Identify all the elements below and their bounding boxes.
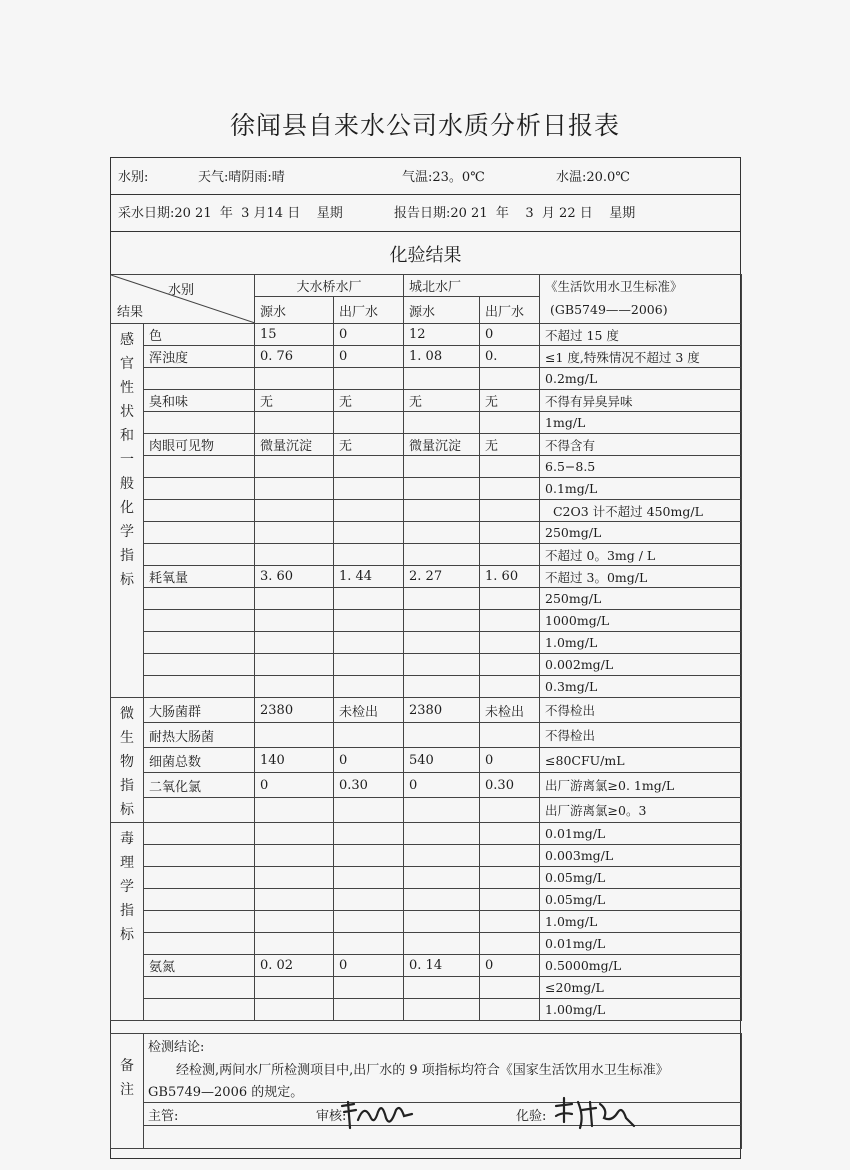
standard-cell: 0.01mg/L: [540, 823, 742, 845]
plant1-raw-cell: [255, 823, 334, 845]
item-name-cell: [144, 977, 255, 999]
plant1-raw-cell: [255, 588, 334, 610]
plant1-raw-cell: [255, 610, 334, 632]
plant2-outlet-cell: [480, 412, 540, 434]
table-row: [111, 324, 742, 346]
plant2-outlet-cell: [480, 500, 540, 522]
plant1-outlet-cell: 0: [334, 324, 404, 346]
plant2-outlet-cell: 无: [480, 434, 540, 456]
signature-cell: [144, 1103, 742, 1126]
table-row: [111, 522, 742, 544]
plant2-outlet-cell: [480, 823, 540, 845]
plant1-outlet-cell: 无: [334, 434, 404, 456]
standard-cell: 0.01mg/L: [540, 933, 742, 955]
plant2-outlet-cell: [480, 977, 540, 999]
plant2-raw-cell: 微量沉淀: [404, 434, 480, 456]
table-row: [111, 748, 742, 773]
standard-cell: 1000mg/L: [540, 610, 742, 632]
plant1-raw-cell: [255, 654, 334, 676]
table-row: [111, 698, 742, 723]
category-char: 性: [120, 380, 134, 396]
plant2-raw-cell: [404, 500, 480, 522]
plant1-raw-cell: [255, 500, 334, 522]
plant2-raw-cell: [404, 610, 480, 632]
plant1-raw-cell: 0. 76: [255, 346, 334, 368]
raw-water-header: 源水: [404, 297, 480, 324]
reviewer-label: 审核:: [316, 1109, 347, 1124]
standard-cell: 不超过 15 度: [540, 324, 742, 346]
report-date-field: 报告日期:20 21 年 3 月 22 日 星期: [394, 206, 636, 221]
table-row: [111, 390, 742, 412]
standard-cell: 不超过 0。3mg / L: [540, 544, 742, 566]
plant1-outlet-cell: [334, 977, 404, 999]
plant1-raw-cell: [255, 522, 334, 544]
category-char: 官: [120, 356, 134, 372]
plant1-raw-cell: [255, 845, 334, 867]
plant2-raw-cell: [404, 723, 480, 748]
standard-cell: 0.5000mg/L: [540, 955, 742, 977]
plant1-raw-cell: [255, 456, 334, 478]
table-row: [111, 933, 742, 955]
plant2-raw-cell: 12: [404, 324, 480, 346]
plant2-outlet-cell: [480, 654, 540, 676]
plant1-raw-cell: [255, 544, 334, 566]
micro-category: [111, 698, 144, 823]
tox-category: [111, 823, 144, 1021]
plant1-outlet-cell: [334, 500, 404, 522]
standard-cell: 出厂游离氯≥0. 1mg/L: [540, 773, 742, 798]
plant1-outlet-cell: 未检出: [334, 698, 404, 723]
table-row: [111, 977, 742, 999]
plant1-outlet-cell: [334, 676, 404, 698]
plant1-outlet-cell: 0.30: [334, 773, 404, 798]
standard-cell: 不超过 3。0mg/L: [540, 566, 742, 588]
water-temp-field: 水温:20.0℃: [556, 170, 630, 185]
standard-cell: 出厂游离氯≥0。3: [540, 798, 742, 823]
plant1-outlet-cell: [334, 478, 404, 500]
sensory-category: [111, 324, 144, 698]
plant1-outlet-cell: [334, 522, 404, 544]
plant1-outlet-cell: [334, 723, 404, 748]
plant2-outlet-cell: [480, 798, 540, 823]
plant1-outlet-cell: [334, 632, 404, 654]
standard-header-2: (GB5749——2006): [540, 297, 742, 324]
standard-cell: 0.002mg/L: [540, 654, 742, 676]
item-name-cell: [144, 798, 255, 823]
item-name-cell: [144, 500, 255, 522]
table-row: [111, 823, 742, 845]
item-name-cell: 耐热大肠菌: [144, 723, 255, 748]
plant2-raw-cell: 540: [404, 748, 480, 773]
outlet-water-header: 出厂水: [334, 297, 404, 324]
item-name-cell: [144, 654, 255, 676]
plant1-raw-cell: [255, 723, 334, 748]
standard-header-1: 《生活饮用水卫生标准》: [540, 275, 742, 297]
plant1-outlet-cell: 0: [334, 748, 404, 773]
conclusion-label: 检测结论:: [148, 1040, 205, 1055]
standard-cell: 不得含有: [540, 434, 742, 456]
plant1-outlet-cell: [334, 933, 404, 955]
plant1-raw-cell: [255, 867, 334, 889]
standard-cell: 1.00mg/L: [540, 999, 742, 1021]
item-name-cell: [144, 933, 255, 955]
item-name-cell: [144, 911, 255, 933]
water-type-label: 水别:: [118, 170, 149, 185]
plant1-raw-cell: [255, 798, 334, 823]
plant2-outlet-cell: [480, 478, 540, 500]
tester-signature: [552, 1096, 638, 1134]
corner-cell: [111, 275, 255, 324]
category-char: 标: [120, 572, 134, 588]
table-row: [111, 368, 742, 390]
plant1-outlet-cell: [334, 610, 404, 632]
item-name-cell: 细菌总数: [144, 748, 255, 773]
standard-cell: 不得检出: [540, 723, 742, 748]
item-name-cell: [144, 632, 255, 654]
table-row: [111, 610, 742, 632]
item-name-cell: 大肠菌群: [144, 698, 255, 723]
category-char: 指: [120, 778, 134, 794]
item-name-cell: [144, 544, 255, 566]
divider: [110, 194, 741, 195]
plant2-outlet-cell: [480, 723, 540, 748]
standard-cell: ≤80CFU/mL: [540, 748, 742, 773]
plant1-outlet-cell: [334, 845, 404, 867]
plant2-raw-cell: 2380: [404, 698, 480, 723]
plant2-outlet-cell: 0: [480, 748, 540, 773]
table-row: [111, 412, 742, 434]
standard-cell: C2O3 计不超过 450mg/L: [540, 500, 742, 522]
plant1-raw-cell: [255, 412, 334, 434]
signature-row: [111, 1103, 742, 1126]
divider: [110, 231, 741, 232]
table-row: [111, 773, 742, 798]
plant1-raw-cell: [255, 676, 334, 698]
plant2-outlet-cell: [480, 676, 540, 698]
plant2-outlet-cell: [480, 889, 540, 911]
category-char: 般: [120, 476, 134, 492]
plant2-outlet-cell: 无: [480, 390, 540, 412]
remarks-table: [110, 1033, 742, 1149]
plant2-outlet-cell: 1. 60: [480, 566, 540, 588]
category-char: 标: [120, 802, 134, 818]
table-row: [111, 632, 742, 654]
category-char: 物: [120, 754, 134, 770]
plant1-raw-cell: [255, 368, 334, 390]
category-char: 生: [120, 730, 134, 746]
plant2-header: 城北水厂: [404, 275, 540, 297]
plant1-outlet-cell: [334, 588, 404, 610]
plant1-raw-cell: 0. 02: [255, 955, 334, 977]
item-name-cell: 耗氧量: [144, 566, 255, 588]
standard-cell: 250mg/L: [540, 522, 742, 544]
standard-cell: 1.0mg/L: [540, 632, 742, 654]
outlet-water-header: 出厂水: [480, 297, 540, 324]
info-row-1: [110, 166, 741, 186]
item-name-cell: [144, 368, 255, 390]
category-char: 化: [120, 500, 134, 516]
plant2-outlet-cell: 0.: [480, 346, 540, 368]
table-row: [111, 798, 742, 823]
corner-bottom-label: 结果: [117, 305, 144, 320]
plant2-raw-cell: 无: [404, 390, 480, 412]
plant2-raw-cell: [404, 544, 480, 566]
plant2-outlet-cell: [480, 911, 540, 933]
plant2-outlet-cell: [480, 845, 540, 867]
category-char: 指: [120, 903, 134, 919]
plant1-outlet-cell: 1. 44: [334, 566, 404, 588]
plant2-raw-cell: 2. 27: [404, 566, 480, 588]
plant2-outlet-cell: [480, 933, 540, 955]
header-row-1: [111, 275, 742, 297]
category-char: 标: [120, 927, 134, 943]
standard-cell: 0.3mg/L: [540, 676, 742, 698]
plant1-raw-cell: 3. 60: [255, 566, 334, 588]
tester-label: 化验:: [516, 1109, 547, 1124]
table-row: [111, 588, 742, 610]
plant1-raw-cell: [255, 999, 334, 1021]
plant2-raw-cell: 0: [404, 773, 480, 798]
table-row: [111, 654, 742, 676]
plant2-raw-cell: 0. 14: [404, 955, 480, 977]
item-name-cell: [144, 867, 255, 889]
reviewer-signature: [338, 1098, 418, 1132]
plant2-raw-cell: [404, 798, 480, 823]
plant2-raw-cell: [404, 632, 480, 654]
table-row: [111, 346, 742, 368]
plant2-raw-cell: 1. 08: [404, 346, 480, 368]
plant2-raw-cell: [404, 588, 480, 610]
plant2-raw-cell: [404, 478, 480, 500]
weather-field: 天气:晴阴雨:晴: [198, 170, 285, 185]
plant2-raw-cell: [404, 654, 480, 676]
remarks-category: [111, 1034, 144, 1149]
plant2-raw-cell: [404, 845, 480, 867]
item-name-cell: 浑浊度: [144, 346, 255, 368]
item-name-cell: [144, 999, 255, 1021]
category-char: 微: [120, 706, 134, 722]
plant1-raw-cell: 0: [255, 773, 334, 798]
table-row: [111, 456, 742, 478]
table-row: [111, 566, 742, 588]
table-row: [111, 911, 742, 933]
conclusion-text-1: 经检测,两间水厂所检测项目中,出厂水的 9 项指标均符合《国家生活饮用水卫生标准》: [176, 1063, 669, 1078]
report-title: 徐闻县自来水公司水质分析日报表: [229, 111, 620, 140]
standard-cell: 6.5−8.5: [540, 456, 742, 478]
plant1-raw-cell: [255, 977, 334, 999]
sample-date-field: 采水日期:20 21 年 3 月14 日 星期: [118, 206, 343, 221]
plant1-raw-cell: 2380: [255, 698, 334, 723]
remarks-char: 备: [120, 1058, 134, 1074]
results-subtitle: 化验结果: [389, 245, 462, 266]
item-name-cell: 臭和味: [144, 390, 255, 412]
corner-top-label: 水别: [167, 283, 194, 298]
standard-cell: 1.0mg/L: [540, 911, 742, 933]
plant1-outlet-cell: [334, 654, 404, 676]
plant2-raw-cell: [404, 456, 480, 478]
plant2-raw-cell: [404, 368, 480, 390]
standard-cell: 0.1mg/L: [540, 478, 742, 500]
category-char: 理: [120, 855, 134, 871]
table-row: [111, 544, 742, 566]
standard-cell: ≤1 度,特殊情况不超过 3 度: [540, 346, 742, 368]
plant2-outlet-cell: 未检出: [480, 698, 540, 723]
plant1-raw-cell: [255, 933, 334, 955]
blank-row: [111, 1126, 742, 1149]
item-name-cell: [144, 676, 255, 698]
plant1-outlet-cell: [334, 798, 404, 823]
plant1-outlet-cell: 0: [334, 346, 404, 368]
plant1-outlet-cell: [334, 456, 404, 478]
plant1-outlet-cell: [334, 911, 404, 933]
plant2-outlet-cell: [480, 522, 540, 544]
plant2-outlet-cell: 0: [480, 955, 540, 977]
category-char: 学: [120, 524, 134, 540]
plant2-raw-cell: [404, 977, 480, 999]
standard-cell: 0.05mg/L: [540, 867, 742, 889]
plant1-outlet-cell: 0: [334, 955, 404, 977]
plant2-raw-cell: [404, 911, 480, 933]
plant2-raw-cell: [404, 522, 480, 544]
standard-cell: 0.2mg/L: [540, 368, 742, 390]
conclusion-cell: [144, 1034, 742, 1103]
plant1-outlet-cell: [334, 544, 404, 566]
item-name-cell: [144, 456, 255, 478]
category-char: 毒: [120, 831, 134, 847]
plant1-outlet-cell: [334, 412, 404, 434]
standard-cell: 不得有异臭异味: [540, 390, 742, 412]
item-name-cell: [144, 522, 255, 544]
remarks-char: 注: [120, 1082, 134, 1098]
plant1-raw-cell: [255, 889, 334, 911]
item-name-cell: [144, 889, 255, 911]
plant2-outlet-cell: [480, 456, 540, 478]
plant2-raw-cell: [404, 999, 480, 1021]
item-name-cell: 色: [144, 324, 255, 346]
plant1-raw-cell: 微量沉淀: [255, 434, 334, 456]
table-row: [111, 845, 742, 867]
plant2-outlet-cell: [480, 610, 540, 632]
item-name-cell: [144, 588, 255, 610]
item-name-cell: [144, 412, 255, 434]
plant1-header: 大水桥水厂: [255, 275, 404, 297]
plant1-raw-cell: 140: [255, 748, 334, 773]
plant2-outlet-cell: 0.30: [480, 773, 540, 798]
category-char: 一: [120, 452, 134, 468]
plant1-outlet-cell: [334, 823, 404, 845]
category-char: 学: [120, 879, 134, 895]
plant2-outlet-cell: [480, 867, 540, 889]
plant1-outlet-cell: [334, 867, 404, 889]
table-row: [111, 867, 742, 889]
plant2-raw-cell: [404, 933, 480, 955]
category-char: 指: [120, 548, 134, 564]
table-row: [111, 955, 742, 977]
plant2-outlet-cell: [480, 544, 540, 566]
category-char: 和: [120, 428, 134, 444]
plant1-raw-cell: [255, 911, 334, 933]
supervisor-label: 主管:: [148, 1109, 179, 1124]
blank-cell: [144, 1126, 742, 1149]
results-table: [110, 274, 742, 1021]
air-temp-field: 气温:23。0℃: [402, 170, 485, 185]
info-row-2: [110, 202, 741, 222]
standard-cell: 250mg/L: [540, 588, 742, 610]
table-row: [111, 500, 742, 522]
standard-cell: 0.003mg/L: [540, 845, 742, 867]
item-name-cell: [144, 823, 255, 845]
item-name-cell: 氨氮: [144, 955, 255, 977]
category-char: 感: [120, 332, 134, 348]
plant2-raw-cell: [404, 867, 480, 889]
remarks-row: [111, 1034, 742, 1103]
plant2-outlet-cell: [480, 632, 540, 654]
plant1-outlet-cell: 无: [334, 390, 404, 412]
plant1-outlet-cell: [334, 368, 404, 390]
plant2-outlet-cell: 0: [480, 324, 540, 346]
table-row: [111, 434, 742, 456]
table-row: [111, 723, 742, 748]
plant2-raw-cell: [404, 889, 480, 911]
item-name-cell: [144, 845, 255, 867]
plant1-raw-cell: [255, 478, 334, 500]
standard-cell: 0.05mg/L: [540, 889, 742, 911]
plant1-outlet-cell: [334, 889, 404, 911]
standard-cell: ≤20mg/L: [540, 977, 742, 999]
plant1-outlet-cell: [334, 999, 404, 1021]
item-name-cell: 二氧化氯: [144, 773, 255, 798]
category-char: 状: [120, 404, 134, 420]
plant2-outlet-cell: [480, 999, 540, 1021]
standard-cell: 不得检出: [540, 698, 742, 723]
plant2-outlet-cell: [480, 368, 540, 390]
plant1-raw-cell: 无: [255, 390, 334, 412]
item-name-cell: 肉眼可见物: [144, 434, 255, 456]
plant2-raw-cell: [404, 676, 480, 698]
raw-water-header: 源水: [255, 297, 334, 324]
table-row: [111, 999, 742, 1021]
table-row: [111, 889, 742, 911]
plant2-outlet-cell: [480, 588, 540, 610]
table-row: [111, 478, 742, 500]
standard-cell: 1mg/L: [540, 412, 742, 434]
item-name-cell: [144, 478, 255, 500]
plant1-raw-cell: [255, 632, 334, 654]
conclusion-text-2: GB5749—2006 的规定。: [148, 1085, 304, 1100]
plant2-raw-cell: [404, 412, 480, 434]
plant1-raw-cell: 15: [255, 324, 334, 346]
table-row: [111, 676, 742, 698]
item-name-cell: [144, 610, 255, 632]
plant2-raw-cell: [404, 823, 480, 845]
